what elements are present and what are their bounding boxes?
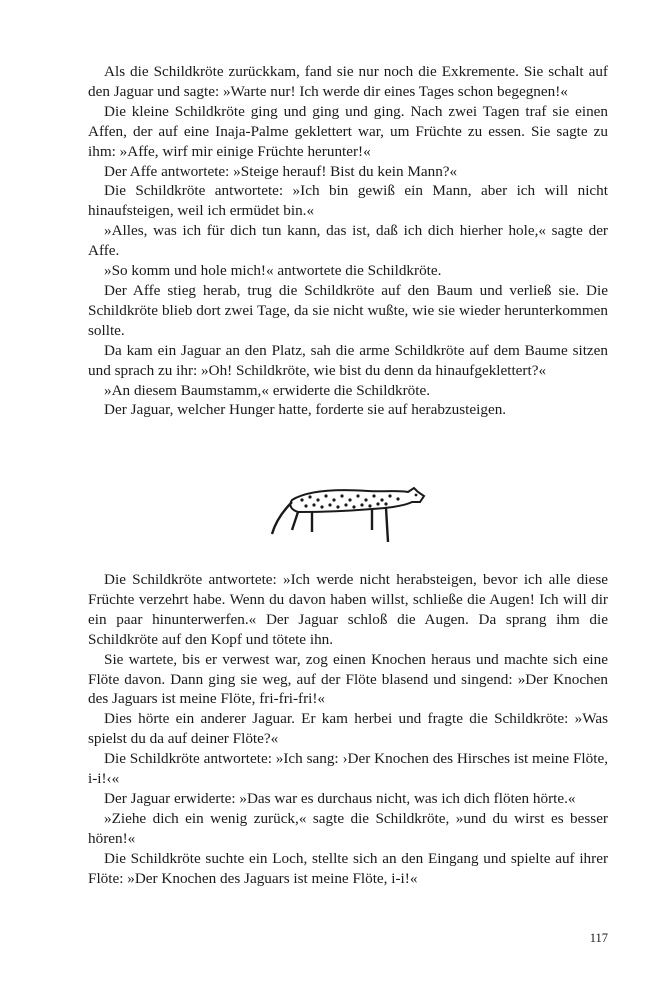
paragraph: Die Schildkröte antwortete: »Ich bin gewiß ein Mann, aber ich will nicht hinaufsteigen, weil ich ermüdet bin.« — [88, 182, 608, 220]
paragraph: Die kleine Schildkröte ging und ging und ging. Nach zwei Tagen traf sie einen Affen, der auf eine Inaja-Palme geklettert war, um Früchte zu essen. Sie sagte zu ihm: »Affe, wirf mir einige Früchte herunter!« — [88, 102, 608, 160]
paragraph: »An diesem Baumstamm,« erwiderte die Schildkröte. — [104, 381, 431, 399]
paragraph: »Alles, was ich für dich tun kann, das ist, daß ich dich hierher hole,« sagte der Affe. — [88, 222, 608, 260]
jaguar-drawing-icon — [268, 480, 434, 550]
paragraph: Die Schildkröte suchte ein Loch, stellte sich an den Eingang und spielte auf ihrer Flöte: »Der Knochen des Jaguars ist meine Flöte, i-i!« — [88, 849, 608, 887]
paragraph: Der Affe antwortete: »Steige herauf! Bist du kein Mann?« — [104, 162, 458, 180]
paragraph: Sie wartete, bis er verwest war, zog einen Knochen heraus und machte sich eine Flöte davon. Dann ging sie weg, auf der Flöte blasend und singend: »Der Knochen des Jaguars ist meine Flöte, fri-fri-fri!« — [88, 650, 608, 708]
text-block-bottom — [88, 570, 608, 889]
paragraph: Der Jaguar, welcher Hunger hatte, forderte sie auf herabzusteigen. — [104, 401, 507, 419]
paragraph: Da kam ein Jaguar an den Platz, sah die arme Schildkröte auf dem Baume sitzen und sprach zu ihr: »Oh! Schildkröte, wie bist du denn da hinaufgeklettert?« — [88, 341, 608, 379]
paragraph: Die Schildkröte antwortete: »Ich werde nicht herabsteigen, bevor ich alle diese Früchte verzehrt habe. Wenn du davon haben willst, schließe die Augen! Ich will dir ein paar hinunterwerfen.« Der Jaguar schloß die Augen. Da sprang ihm die Schildkröte auf den Kopf und tötete ihn. — [88, 571, 608, 648]
paragraph: Der Jaguar erwiderte: »Das war es durchaus nicht, was ich dich flöten hörte.« — [104, 789, 576, 807]
paragraph: »Ziehe dich ein wenig zurück,« sagte die Schildkröte, »und du wirst es besser hören!« — [88, 809, 608, 847]
page-number: 117 — [589, 931, 608, 945]
paragraph: Die Schildkröte antwortete: »Ich sang: ›Der Knochen des Hirsches ist meine Flöte, i-i!‹« — [88, 750, 608, 788]
paragraph: Dies hörte ein anderer Jaguar. Er kam herbei und fragte die Schildkröte: »Was spielst du da auf deiner Flöte?« — [88, 710, 608, 748]
paragraph: Als die Schildkröte zurückkam, fand sie nur noch die Exkremente. Sie schalt auf den Jaguar und sagte: »Warte nur! Ich werde dir eines Tages schon begegnen!« — [88, 63, 608, 100]
paragraph: »So komm und hole mich!« antwortete die Schildkröte. — [104, 262, 442, 280]
text-block-top — [88, 62, 608, 420]
paragraph: Der Affe stieg herab, trug die Schildkröte auf den Baum und verließ sie. Die Schildkröte blieb dort zwei Tage, da sie nicht wußte, wie sie wieder herunterkommen sollte. — [88, 281, 608, 339]
